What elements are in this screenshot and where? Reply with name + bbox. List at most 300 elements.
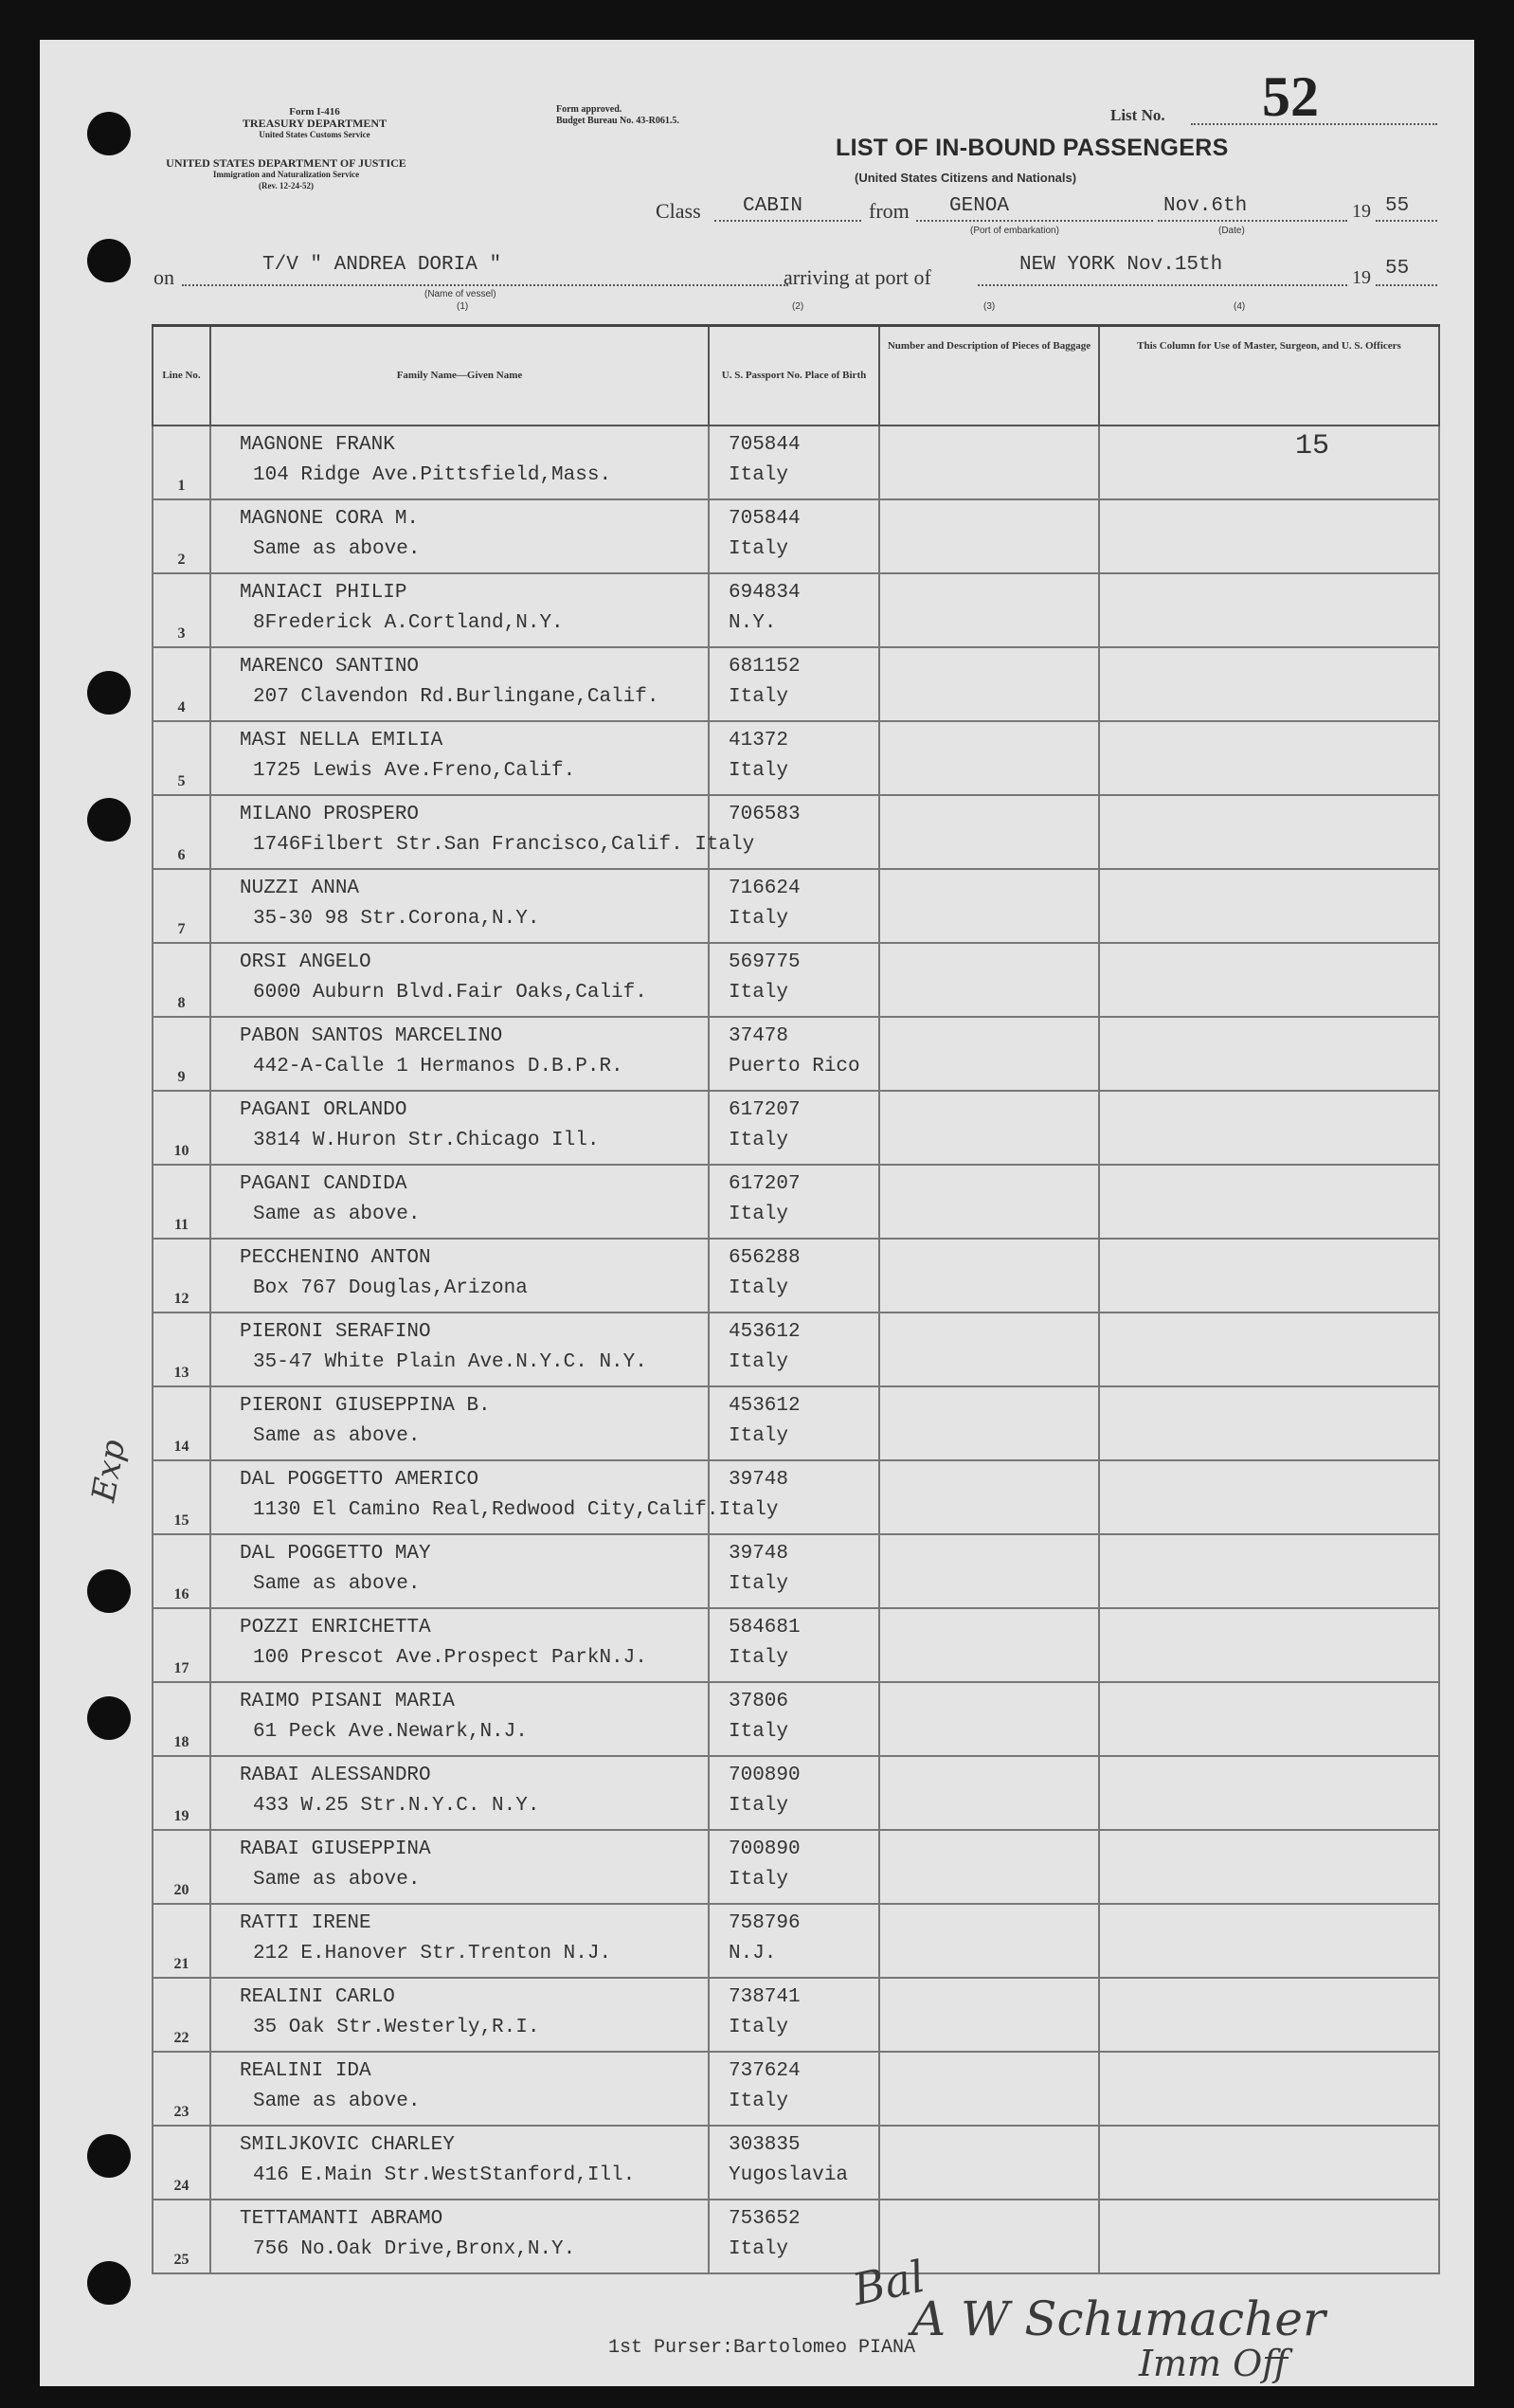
passport-number: 706583 — [729, 804, 801, 825]
baggage-cell — [879, 2126, 1099, 2200]
place-of-birth: Yugoslavia — [729, 2164, 849, 2186]
name-cell — [210, 1904, 709, 1978]
line-number: 1 — [177, 478, 186, 494]
table-row — [153, 869, 1439, 943]
line-number: 13 — [173, 1365, 189, 1381]
passport-number: 617207 — [729, 1173, 801, 1195]
vessel-line — [182, 284, 788, 286]
baggage-cell — [879, 1239, 1099, 1313]
line-number-cell — [153, 869, 210, 943]
baggage-cell — [879, 943, 1099, 1017]
line-number-cell — [153, 1682, 210, 1756]
name-cell — [210, 795, 755, 869]
baggage-cell — [879, 1313, 1099, 1386]
baggage-cell — [879, 795, 1099, 869]
passenger-name: SMILJKOVIC CHARLEY — [240, 2134, 455, 2156]
table-row — [153, 1239, 1439, 1313]
table-row — [153, 795, 1439, 869]
signature-initials: Bal — [848, 2250, 929, 2316]
passport-number: 656288 — [729, 1247, 801, 1269]
place-of-birth: Italy — [729, 1721, 789, 1743]
passenger-address: Same as above. — [253, 1425, 421, 1447]
passport-cell — [709, 1534, 879, 1608]
passport-cell — [709, 1386, 879, 1460]
passport-cell — [709, 1460, 879, 1534]
class-line — [714, 220, 861, 222]
officer-cell — [1099, 2200, 1439, 2273]
table-row — [153, 1460, 1439, 1534]
form-id-block: Form I-416 TREASURY DEPARTMENT United States Customs Service — [242, 106, 388, 139]
signature-name: A W Schumacher — [911, 2291, 1325, 2346]
binder-hole — [87, 1696, 131, 1740]
baggage-cell — [879, 1386, 1099, 1460]
passenger-address: 1746Filbert Str.San Francisco,Calif. Italy — [253, 834, 755, 856]
line-number: 21 — [173, 1956, 189, 1972]
passport-cell — [709, 795, 879, 869]
passport-number: 37478 — [729, 1025, 789, 1047]
passenger-address: Same as above. — [253, 1204, 421, 1225]
passenger-name: PIERONI SERAFINO — [240, 1321, 431, 1343]
table-row — [153, 1017, 1439, 1091]
name-cell — [210, 1165, 709, 1239]
officer-cell — [1099, 1313, 1439, 1386]
officer-cell — [1099, 869, 1439, 943]
name-cell — [210, 2200, 709, 2273]
line-number: 12 — [173, 1291, 189, 1307]
arriving-label: arriving at port of — [784, 265, 931, 289]
officer-cell — [1099, 795, 1439, 869]
passenger-name: RATTI IRENE — [240, 1912, 371, 1934]
passport-number: 738741 — [729, 1986, 801, 2008]
line-number-cell — [153, 573, 210, 647]
passenger-name: PABON SANTOS MARCELINO — [240, 1025, 503, 1047]
officer-cell — [1099, 499, 1439, 573]
on-label: on — [153, 265, 174, 289]
line-number-cell — [153, 1756, 210, 1830]
arrival-value: NEW YORK Nov.15th — [1019, 254, 1223, 276]
passenger-address: Same as above. — [253, 538, 421, 560]
binder-hole — [87, 112, 131, 155]
line-number-cell — [153, 499, 210, 573]
officer-note: 15 — [1295, 430, 1330, 462]
officer-cell — [1099, 1682, 1439, 1756]
passenger-name: MAGNONE FRANK — [240, 434, 395, 456]
passenger-address: 1725 Lewis Ave.Freno,Calif. — [253, 760, 576, 782]
passport-cell — [709, 1313, 879, 1386]
vessel-value: T/V " ANDREA DORIA " — [262, 254, 502, 276]
passenger-address: Box 767 Douglas,Arizona — [253, 1277, 528, 1299]
passport-number: 753652 — [729, 2208, 801, 2230]
page-subtitle: (United States Citizens and Nationals) — [855, 171, 1077, 185]
page-title: LIST OF IN-BOUND PASSENGERS — [836, 135, 1229, 161]
name-cell — [210, 573, 709, 647]
officer-cell — [1099, 943, 1439, 1017]
name-cell — [210, 1534, 709, 1608]
passenger-name: MASI NELLA EMILIA — [240, 730, 443, 751]
line-number-cell — [153, 1313, 210, 1386]
place-of-birth: Italy — [729, 760, 789, 782]
passport-number: 39748 — [729, 1469, 789, 1491]
line-number: 22 — [173, 2030, 189, 2046]
table-row — [153, 2126, 1439, 2200]
passenger-name: REALINI CARLO — [240, 1986, 395, 2008]
name-cell — [210, 2052, 709, 2126]
table-row — [153, 1091, 1439, 1165]
baggage-cell — [879, 1978, 1099, 2052]
line-number-cell — [153, 1239, 210, 1313]
passport-number: 453612 — [729, 1395, 801, 1417]
place-of-birth: Italy — [729, 982, 789, 1004]
arrival-year-prefix: 19 — [1352, 267, 1371, 288]
line-number: 11 — [173, 1217, 189, 1233]
passport-number: 37806 — [729, 1691, 789, 1712]
table-row — [153, 647, 1439, 721]
name-cell — [210, 1830, 709, 1904]
line-number: 23 — [173, 2104, 189, 2120]
table-row — [153, 1830, 1439, 1904]
passenger-address: 100 Prescot Ave.Prospect ParkN.J. — [253, 1647, 647, 1669]
class-value: CABIN — [743, 195, 803, 217]
line-number: 24 — [173, 2178, 189, 2194]
place-of-birth: Italy — [729, 908, 789, 930]
place-of-birth: Italy — [729, 1130, 789, 1151]
binder-hole — [87, 2261, 131, 2305]
form-approved: Form approved. Budget Bureau No. 43-R061.5. — [556, 104, 679, 126]
line-number: 25 — [173, 2252, 189, 2268]
table-row — [153, 1756, 1439, 1830]
place-of-birth: Italy — [729, 1795, 789, 1817]
baggage-cell — [879, 1534, 1099, 1608]
officer-cell — [1099, 573, 1439, 647]
class-label: Class — [656, 199, 701, 223]
baggage-cell — [879, 1682, 1099, 1756]
place-of-birth: Italy — [729, 464, 789, 486]
passport-number: 39748 — [729, 1543, 789, 1565]
passenger-address: Same as above. — [253, 2091, 421, 2112]
officer-cell — [1099, 2052, 1439, 2126]
passport-number: 700890 — [729, 1765, 801, 1786]
baggage-cell — [879, 869, 1099, 943]
from-line — [916, 220, 1153, 222]
passport-cell — [709, 1756, 879, 1830]
line-number: 18 — [173, 1734, 189, 1750]
passport-cell — [709, 1165, 879, 1239]
list-no-label: List No. — [1110, 106, 1165, 124]
line-number-cell — [153, 425, 210, 499]
passport-cell — [709, 869, 879, 943]
baggage-cell — [879, 1756, 1099, 1830]
passport-cell — [709, 425, 879, 499]
binder-hole — [87, 1569, 131, 1613]
binder-hole — [87, 671, 131, 715]
from-value: GENOA — [949, 195, 1010, 217]
from-label: from — [869, 199, 910, 223]
passenger-name: POZZI ENRICHETTA — [240, 1617, 431, 1639]
passenger-name: PIERONI GIUSEPPINA B. — [240, 1395, 491, 1417]
passenger-name: PAGANI ORLANDO — [240, 1099, 407, 1121]
table-row — [153, 1904, 1439, 1978]
place-of-birth: Italy — [729, 538, 789, 560]
line-number-cell — [153, 1830, 210, 1904]
passport-number: 694834 — [729, 582, 801, 604]
name-cell — [210, 1091, 709, 1165]
line-number: 3 — [177, 625, 186, 642]
place-of-birth: N.Y. — [729, 612, 777, 634]
passenger-name: DAL POGGETTO MAY — [240, 1543, 431, 1565]
header-baggage: Number and Description of Pieces of Baggage — [879, 326, 1099, 426]
name-cell — [210, 425, 709, 499]
baggage-cell — [879, 573, 1099, 647]
passport-number: 705844 — [729, 508, 801, 530]
line-number: 19 — [173, 1808, 189, 1824]
place-of-birth: Italy — [729, 1277, 789, 1299]
passport-cell — [709, 2126, 879, 2200]
header-passport: U. S. Passport No. Place of Birth — [709, 326, 879, 426]
passenger-address: Same as above. — [253, 1573, 421, 1595]
officer-cell — [1099, 1239, 1439, 1313]
line-number: 2 — [177, 552, 186, 568]
line-number-cell — [153, 2126, 210, 2200]
line-number: 14 — [173, 1439, 189, 1455]
line-number-cell — [153, 1386, 210, 1460]
name-cell — [210, 721, 709, 795]
baggage-cell — [879, 425, 1099, 499]
passport-cell — [709, 1091, 879, 1165]
passport-cell — [709, 2052, 879, 2126]
passenger-name: RAIMO PISANI MARIA — [240, 1691, 455, 1712]
passport-number: 758796 — [729, 1912, 801, 1934]
passport-cell — [709, 2200, 879, 2273]
officer-cell — [1099, 1017, 1439, 1091]
passport-number: 303835 — [729, 2134, 801, 2156]
line-number-cell — [153, 943, 210, 1017]
passport-cell — [709, 1017, 879, 1091]
table-row — [153, 943, 1439, 1017]
passport-number: 700890 — [729, 1838, 801, 1860]
line-number-cell — [153, 795, 210, 869]
date-caption: (Date) — [1218, 226, 1245, 236]
baggage-cell — [879, 1608, 1099, 1682]
header-line-no: Line No. — [153, 326, 210, 426]
line-number-cell — [153, 1978, 210, 2052]
passenger-table — [152, 324, 1440, 2274]
purser-line: 1st Purser:Bartolomeo PIANA — [608, 2337, 916, 2359]
binder-hole — [87, 798, 131, 842]
line-number-cell — [153, 1165, 210, 1239]
line-number-cell — [153, 1091, 210, 1165]
passenger-address: 61 Peck Ave.Newark,N.J. — [253, 1721, 528, 1743]
officer-cell — [1099, 425, 1439, 499]
baggage-cell — [879, 1091, 1099, 1165]
passenger-name: MARENCO SANTINO — [240, 656, 420, 678]
department-block: UNITED STATES DEPARTMENT OF JUSTICE Immigration and Naturalization Service (Rev. 12-24-52) — [166, 156, 406, 190]
line-number: 7 — [177, 921, 186, 937]
port-embark-caption: (Port of embarkation) — [970, 226, 1059, 236]
passenger-name: MILANO PROSPERO — [240, 804, 420, 825]
table-row — [153, 2200, 1439, 2273]
col-num-3: (3) — [983, 301, 996, 312]
name-cell — [210, 1386, 709, 1460]
passenger-name: MANIACI PHILIP — [240, 582, 407, 604]
line-number-cell — [153, 2200, 210, 2273]
manifest-page — [40, 40, 1474, 2386]
line-number: 5 — [177, 773, 186, 789]
passenger-address: 756 No.Oak Drive,Bronx,N.Y. — [253, 2238, 576, 2260]
place-of-birth: Italy — [729, 1573, 789, 1595]
officer-cell — [1099, 1978, 1439, 2052]
vessel-caption: (Name of vessel) — [424, 289, 496, 299]
line-number-cell — [153, 1904, 210, 1978]
name-cell — [210, 943, 709, 1017]
name-cell — [210, 869, 709, 943]
line-number: 17 — [173, 1660, 189, 1676]
name-cell — [210, 499, 709, 573]
binder-hole — [87, 2134, 131, 2178]
passenger-address: 433 W.25 Str.N.Y.C. N.Y. — [253, 1795, 540, 1817]
passport-number: 705844 — [729, 434, 801, 456]
arrival-year-line — [1376, 284, 1437, 286]
passport-number: 681152 — [729, 656, 801, 678]
line-number: 6 — [177, 847, 186, 863]
officer-cell — [1099, 721, 1439, 795]
baggage-cell — [879, 1165, 1099, 1239]
passenger-address: 3814 W.Huron Str.Chicago Ill. — [253, 1130, 600, 1151]
passport-cell — [709, 1830, 879, 1904]
list-no-value: 52 — [1262, 65, 1319, 128]
passenger-name: MAGNONE CORA M. — [240, 508, 420, 530]
passenger-name: PECCHENINO ANTON — [240, 1247, 431, 1269]
line-number-cell — [153, 721, 210, 795]
name-cell — [210, 1756, 709, 1830]
passenger-name: TETTAMANTI ABRAMO — [240, 2208, 443, 2230]
line-number: 20 — [173, 1882, 189, 1898]
passenger-name: ORSI ANGELO — [240, 951, 371, 973]
baggage-cell — [879, 1904, 1099, 1978]
passport-number: 584681 — [729, 1617, 801, 1639]
passport-number: 617207 — [729, 1099, 801, 1121]
name-cell — [210, 1017, 709, 1091]
line-number-cell — [153, 2052, 210, 2126]
date-line — [1158, 220, 1347, 222]
name-cell — [210, 647, 709, 721]
passenger-address: 8Frederick A.Cortland,N.Y. — [253, 612, 564, 634]
line-number: 4 — [177, 699, 186, 715]
passenger-address: 207 Clavendon Rd.Burlingane,Calif. — [253, 686, 659, 708]
line-number-cell — [153, 647, 210, 721]
place-of-birth: Italy — [729, 2238, 789, 2260]
table-row — [153, 1534, 1439, 1608]
passenger-address: 212 E.Hanover Str.Trenton N.J. — [253, 1943, 612, 1964]
table-row — [153, 1608, 1439, 1682]
officer-cell — [1099, 1904, 1439, 1978]
col-num-4: (4) — [1234, 301, 1246, 312]
table-row — [153, 1313, 1439, 1386]
passport-cell — [709, 1239, 879, 1313]
place-of-birth: Italy — [729, 1647, 789, 1669]
signature-title: Imm Off — [1139, 2343, 1289, 2384]
name-cell — [210, 1608, 709, 1682]
year-prefix: 19 — [1352, 201, 1371, 222]
line-number: 8 — [177, 995, 186, 1011]
table-row — [153, 1165, 1439, 1239]
place-of-birth: Italy — [729, 1351, 789, 1373]
passport-number: 716624 — [729, 878, 801, 899]
place-of-birth: Italy — [729, 2091, 789, 2112]
baggage-cell — [879, 647, 1099, 721]
officer-cell — [1099, 1830, 1439, 1904]
header-name: Family Name—Given Name — [210, 326, 709, 426]
line-number: 16 — [173, 1586, 189, 1602]
passport-cell — [709, 1682, 879, 1756]
place-of-birth: Italy — [729, 1869, 789, 1891]
date-value: Nov.6th — [1163, 195, 1248, 217]
line-number: 15 — [173, 1512, 189, 1529]
name-cell — [210, 1239, 709, 1313]
line-number-cell — [153, 1534, 210, 1608]
passport-cell — [709, 499, 879, 573]
passenger-address: 35-30 98 Str.Corona,N.Y. — [253, 908, 540, 930]
line-number-cell — [153, 1608, 210, 1682]
passenger-name: RABAI ALESSANDRO — [240, 1765, 431, 1786]
officer-cell — [1099, 1091, 1439, 1165]
table-row — [153, 721, 1439, 795]
passport-cell — [709, 573, 879, 647]
passenger-address: 416 E.Main Str.WestStanford,Ill. — [253, 2164, 636, 2186]
table-row — [153, 425, 1439, 499]
passport-cell — [709, 647, 879, 721]
baggage-cell — [879, 499, 1099, 573]
place-of-birth: Italy — [729, 2017, 789, 2038]
table-row — [153, 1978, 1439, 2052]
place-of-birth: Italy — [729, 1425, 789, 1447]
officer-cell — [1099, 647, 1439, 721]
line-number-cell — [153, 1017, 210, 1091]
name-cell — [210, 1313, 709, 1386]
officer-cell — [1099, 1386, 1439, 1460]
col-num-2: (2) — [792, 301, 804, 312]
baggage-cell — [879, 1017, 1099, 1091]
margin-note: Exp — [84, 1437, 134, 1505]
baggage-cell — [879, 721, 1099, 795]
arrival-line — [978, 284, 1347, 286]
passport-number: 569775 — [729, 951, 801, 973]
place-of-birth: Puerto Rico — [729, 1056, 860, 1077]
place-of-birth: N.J. — [729, 1943, 777, 1964]
name-cell — [210, 1978, 709, 2052]
year-line — [1376, 220, 1437, 222]
table-row — [153, 499, 1439, 573]
baggage-cell — [879, 2052, 1099, 2126]
line-number: 10 — [173, 1143, 189, 1159]
officer-cell — [1099, 1165, 1439, 1239]
passenger-name: REALINI IDA — [240, 2060, 371, 2082]
line-number: 9 — [177, 1069, 186, 1085]
col-num-1: (1) — [457, 301, 469, 312]
passport-cell — [709, 1904, 879, 1978]
place-of-birth: Italy — [729, 1204, 789, 1225]
officer-cell — [1099, 1534, 1439, 1608]
passport-number: 737624 — [729, 2060, 801, 2082]
passenger-address: 35-47 White Plain Ave.N.Y.C. N.Y. — [253, 1351, 647, 1373]
passenger-name: NUZZI ANNA — [240, 878, 360, 899]
passport-cell — [709, 1978, 879, 2052]
table-row — [153, 573, 1439, 647]
passport-cell — [709, 721, 879, 795]
passenger-name: DAL POGGETTO AMERICO — [240, 1469, 479, 1491]
arrival-year-value: 55 — [1385, 258, 1410, 280]
officer-cell — [1099, 1756, 1439, 1830]
passenger-name: RABAI GIUSEPPINA — [240, 1838, 431, 1860]
